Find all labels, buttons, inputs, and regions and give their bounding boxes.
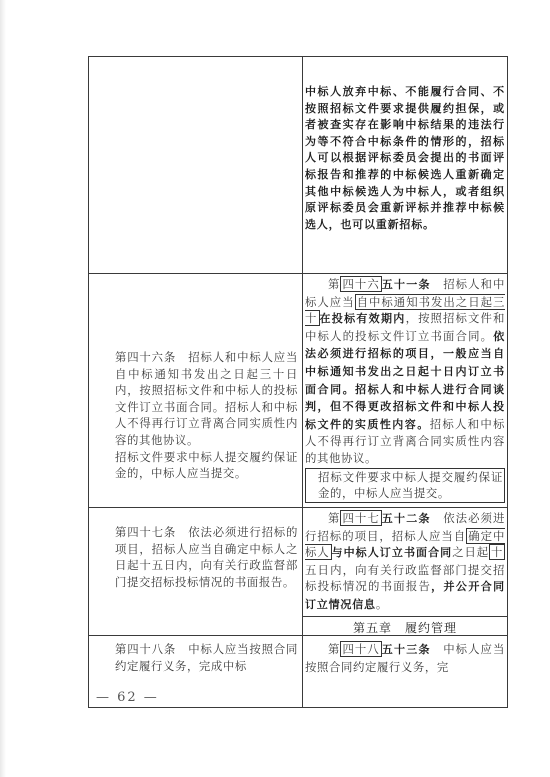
row4-right-text: [305, 641, 505, 675]
table-row-divider: [88, 273, 508, 274]
chapter-heading: 第五章 履约管理: [352, 621, 457, 635]
deleted-text: 十: [491, 545, 503, 560]
article-prefix: 第: [328, 511, 341, 525]
inserted-text: 与中标人订立书面合同: [331, 546, 453, 560]
deleted-text: 确定中标人: [305, 528, 505, 560]
new-article-number: 五十一条: [381, 278, 431, 291]
inserted-text: 在投标有效期内: [319, 312, 406, 326]
table-row-divider: [88, 507, 508, 508]
clause-text: 依法必须进行招标的项目，招标人应当自: [305, 511, 505, 543]
clause-text: 招标人和中标人应当: [305, 277, 505, 309]
deleted-text: 自中标通知书发出之日起三十: [305, 294, 506, 326]
clause-text: 之日起: [452, 545, 489, 560]
inserted-text: ，并公开合同订立情况信息: [305, 580, 505, 611]
page-number: — 62 —: [96, 690, 159, 705]
row4-left-text: [92, 641, 298, 674]
row3-left-text: [92, 524, 298, 590]
article-prefix: 第: [328, 277, 341, 291]
article-46-paragraph-2: 招标文件要求中标人提交履约保证金的，中标人应当提交。: [115, 449, 298, 481]
clause-text: 中标人应当按照合同约定履行义务，完: [305, 642, 505, 674]
inserted-text: 依法必须进行招标的项目，一般应当自中标通知书发出之日起十日内订立书面合同。招标人和中标人进行合同谈判，但不得更改招标文件和中标人投标文件的实质性内容。: [305, 329, 505, 431]
article-46-paragraph-1: 第四十六条 招标人和中标人应当自中标通知书发出之日起三十日内，按照招标文件和中标人的投标文件订立书面合同。招标人和中标人不得再行订立背离合同实质性内容的其他协议。: [115, 350, 298, 447]
deleted-paragraph: 招标文件要求中标人提交履约保证金的，中标人应当提交。: [305, 468, 505, 503]
table-column-divider: [302, 56, 303, 708]
new-article-number: 五十二条: [381, 512, 431, 525]
new-article-number: 五十三条: [381, 643, 431, 656]
clause-text: 五日内，向有关行政监督部门提交招标投标情况的书面报告: [305, 562, 505, 594]
clause-text: ，按照招标文件和中标人的投标文件订立书面合同。: [305, 311, 505, 343]
row2-right-text: [305, 276, 505, 503]
clause-text: 。: [375, 596, 388, 611]
article-47-paragraph: 第四十七条 依法必须进行招标的项目，招标人应当自确定中标人之日起十五日内，向有关行政监督部门提交招标投标情况的书面报告。: [115, 525, 298, 589]
article-48-paragraph: 第四十八条 中标人应当按照合同约定履行义务，完成中标: [115, 642, 298, 673]
clause-text: 招标人和中标人不得再行订立背离合同实质性内容的其他协议。: [305, 416, 505, 465]
article-prefix: 第: [328, 642, 341, 656]
deleted-article-number: 四十七: [342, 511, 380, 525]
row3-right-text: [305, 510, 505, 614]
row1-right-text: 中标人放弃中标、不能履行合同、不按照招标文件要求提供履约担保，或者被查实存在影响中标结果的违法行为等不符合中标条件的情形的，招标人可以根据评标委员会提出的书面评标报告和推荐的中标候选人重新确定其他中标候选人为中标人，或者组织原评标委员会重新评标并推荐中标候选人，也可以重新招标。: [305, 85, 505, 231]
page-edge: [0, 0, 6, 777]
deleted-article-number: 四十六: [342, 277, 380, 291]
table-row-divider: [302, 616, 508, 617]
deleted-article-number: 四十八: [342, 642, 380, 656]
row2-left-text: [92, 349, 298, 482]
